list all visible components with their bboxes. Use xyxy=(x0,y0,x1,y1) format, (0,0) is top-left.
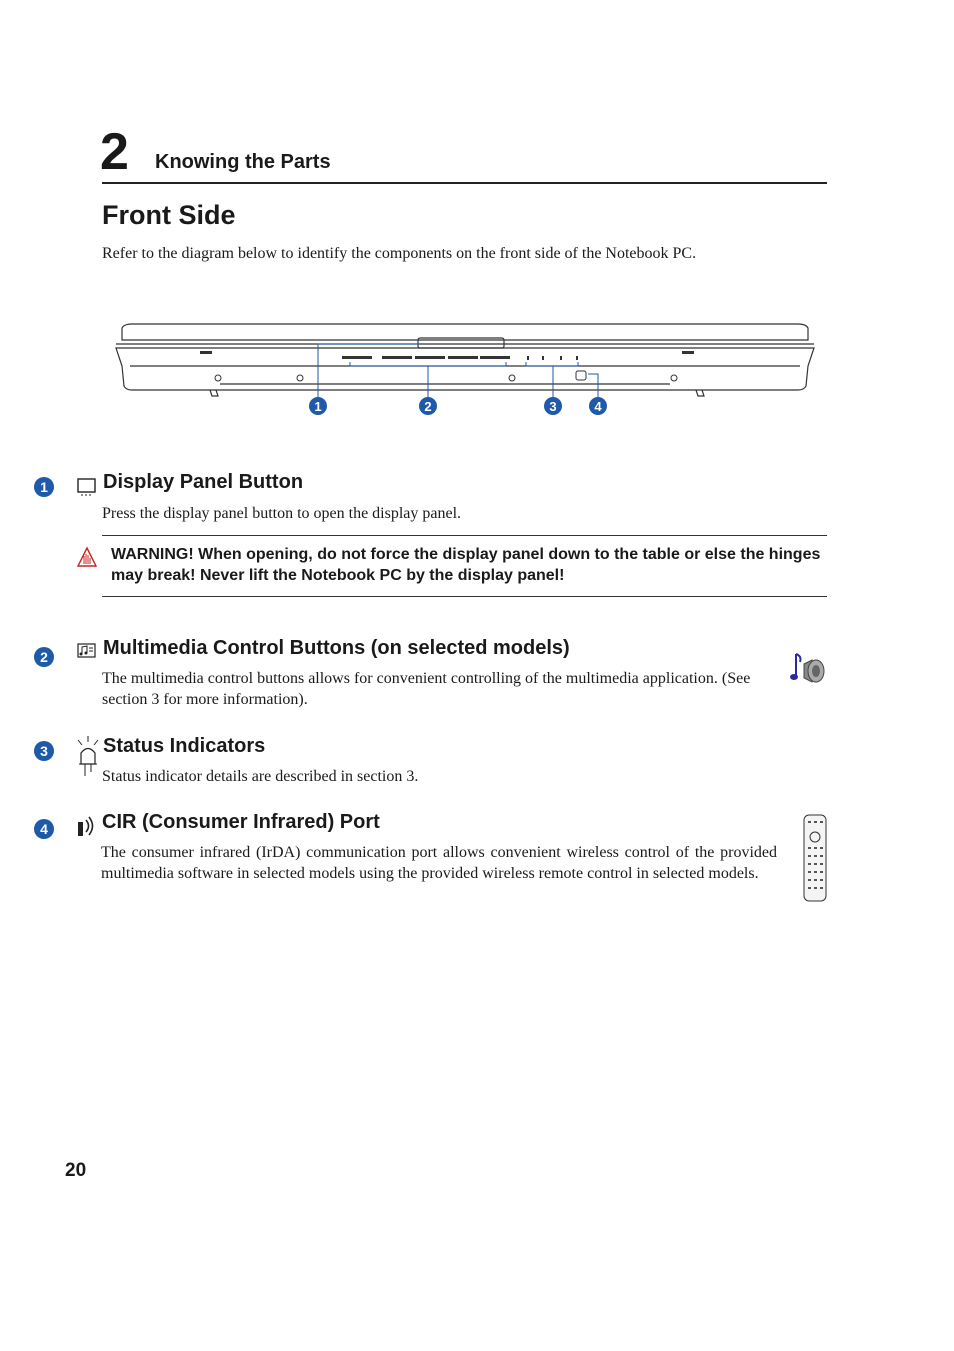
speaker-music-icon xyxy=(788,650,828,688)
section-3-heading: Status Indicators xyxy=(103,735,266,757)
section-4-heading: CIR (Consumer Infrared) Port xyxy=(102,811,380,833)
section-3-badge: 3 xyxy=(34,741,54,761)
section-4-badge: 4 xyxy=(34,819,54,839)
status-led-icon xyxy=(76,736,100,780)
section-1-badge: 1 xyxy=(34,477,54,497)
section-3-body: Status indicator details are described in section 3. xyxy=(102,768,419,785)
remote-control-icon xyxy=(800,813,830,903)
chapter-number: 2 xyxy=(100,123,129,181)
section-2-body: The multimedia control buttons allows for convenient controlling of the multimedia application. (See section 3 for more information). xyxy=(102,670,751,708)
callout-2-label: 2 xyxy=(424,399,432,414)
section-4-body: The consumer infrared (IrDA) communication port allows convenient wireless control of the provided multimedia software in selected models using the provided wireless remote control in selected models. xyxy=(101,844,777,882)
warning-hand-icon xyxy=(76,546,98,570)
multimedia-icon xyxy=(76,640,98,660)
page-title: Front Side xyxy=(102,200,236,230)
infrared-icon xyxy=(76,814,98,838)
callout-1-label: 1 xyxy=(314,399,322,414)
warning-text: WARNING! When opening, do not force the display panel down to the table or else the hinges may break! Never lift the Notebook PC by the display panel! xyxy=(111,546,821,584)
chapter-rule xyxy=(102,182,827,184)
notebook-front-diagram xyxy=(110,318,820,428)
page-number: 20 xyxy=(65,1160,87,1181)
section-1-body: Press the display panel button to open the display panel. xyxy=(102,505,462,522)
chapter-title: Knowing the Parts xyxy=(155,151,331,173)
section-1-heading: Display Panel Button xyxy=(103,471,304,493)
callout-3-label: 3 xyxy=(549,399,557,414)
callout-4-label: 4 xyxy=(594,399,602,414)
section-2-badge: 2 xyxy=(34,647,54,667)
section-2-heading: Multimedia Control Buttons (on selected models) xyxy=(103,637,570,659)
display-panel-icon xyxy=(76,477,98,497)
intro-text: Refer to the diagram below to identify the components on the front side of the Notebook PC. xyxy=(102,245,697,262)
